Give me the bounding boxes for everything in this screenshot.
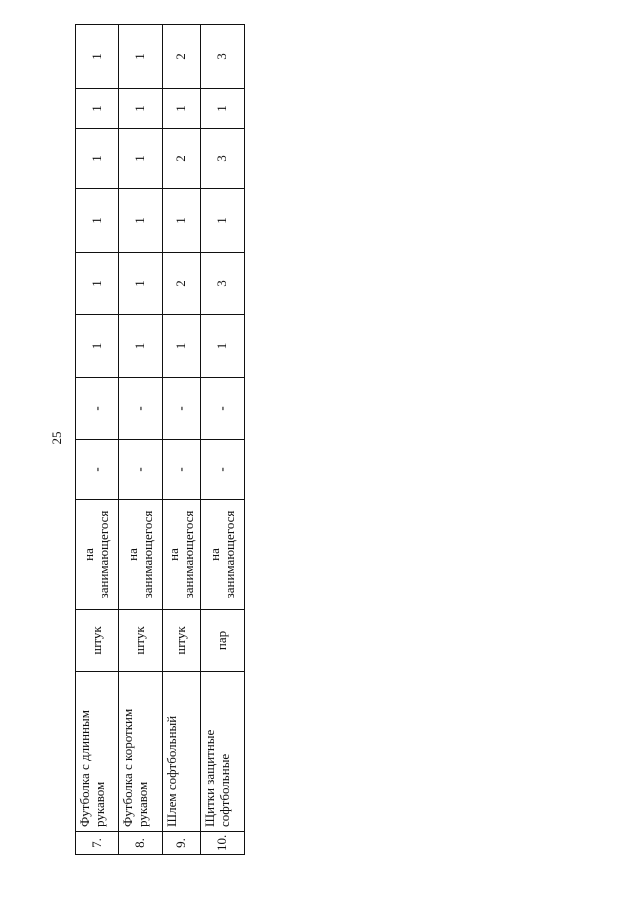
- quantity-cell: 2: [162, 25, 201, 89]
- quantity-cell: 1: [119, 89, 162, 129]
- calculation-unit-cell: на занимающегося: [201, 500, 245, 610]
- quantity-cell: -: [76, 440, 119, 500]
- quantity-cell: 1: [162, 189, 201, 253]
- quantity-cell: 1: [76, 25, 119, 89]
- equipment-table: [75, 24, 245, 855]
- quantity-cell: 3: [201, 129, 245, 189]
- quantity-cell: -: [119, 440, 162, 500]
- quantity-cell: 2: [162, 129, 201, 189]
- quantity-cell: 1: [119, 189, 162, 253]
- row-number: 8.: [119, 832, 162, 855]
- row-number: 10.: [201, 832, 245, 855]
- unit-cell: пар: [201, 610, 245, 672]
- unit-cell: штук: [119, 610, 162, 672]
- quantity-cell: 1: [119, 315, 162, 378]
- quantity-cell: 1: [76, 129, 119, 189]
- quantity-cell: 1: [76, 253, 119, 315]
- quantity-cell: 1: [119, 253, 162, 315]
- quantity-cell: 3: [201, 25, 245, 89]
- quantity-cell: 1: [162, 315, 201, 378]
- unit-cell: штук: [162, 610, 201, 672]
- quantity-cell: 1: [119, 25, 162, 89]
- table-row: [76, 25, 119, 855]
- item-name: Шлем софтбольный: [162, 672, 201, 832]
- quantity-cell: 3: [201, 253, 245, 315]
- table-row: [201, 25, 245, 855]
- quantity-cell: 1: [76, 315, 119, 378]
- item-name: Щитки защитные софтбольные: [201, 672, 245, 832]
- calculation-unit-cell: на занимающегося: [162, 500, 201, 610]
- unit-cell: штук: [76, 610, 119, 672]
- quantity-cell: 1: [201, 189, 245, 253]
- row-number: 7.: [76, 832, 119, 855]
- quantity-cell: 1: [162, 89, 201, 129]
- quantity-cell: -: [201, 440, 245, 500]
- calculation-unit-cell: на занимающегося: [76, 500, 119, 610]
- table-row: [162, 25, 201, 855]
- quantity-cell: -: [162, 378, 201, 440]
- quantity-cell: -: [76, 378, 119, 440]
- quantity-cell: 1: [201, 89, 245, 129]
- quantity-cell: -: [119, 378, 162, 440]
- row-number: 9.: [162, 832, 201, 855]
- quantity-cell: 1: [119, 129, 162, 189]
- quantity-cell: 2: [162, 253, 201, 315]
- calculation-unit-cell: на занимающегося: [119, 500, 162, 610]
- item-name: Футболка с длинным рукавом: [76, 672, 119, 832]
- quantity-cell: -: [162, 440, 201, 500]
- quantity-cell: -: [201, 378, 245, 440]
- quantity-cell: 1: [76, 89, 119, 129]
- item-name: Футболка с коротким рукавом: [119, 672, 162, 832]
- rotated-table-frame: [75, 25, 245, 855]
- page-number: 25: [49, 431, 64, 445]
- quantity-cell: 1: [76, 189, 119, 253]
- table-row: [119, 25, 162, 855]
- quantity-cell: 1: [201, 315, 245, 378]
